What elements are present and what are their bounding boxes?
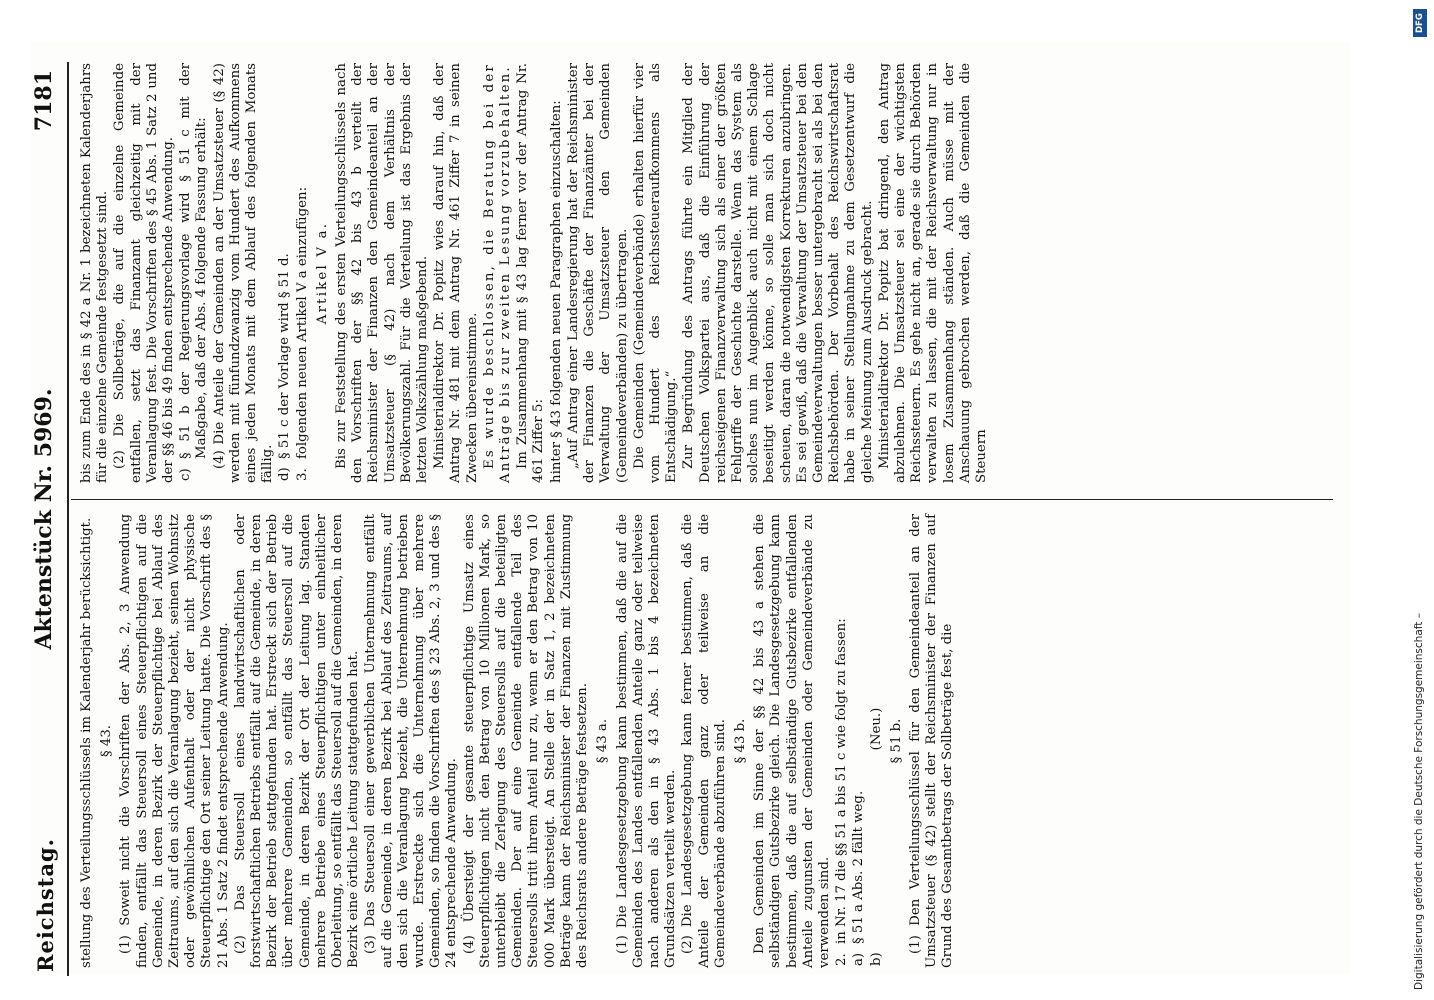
running-head [27, 50, 67, 988]
header-left: Reichstag. [33, 838, 58, 972]
list-label: d) [277, 467, 293, 481]
list-item [834, 514, 850, 968]
dfg-logo: DFG [1413, 9, 1427, 37]
quoted-paragraph: Die Gemeinden (Gemeindeverbände) erhalten hierfür vier vom Hundert des Reichssteueraufkommens als Entschädigung.“ [631, 63, 680, 483]
rotated-page-content [27, 50, 1337, 988]
list-label: b) [868, 952, 884, 966]
paragraph: Zur Begründung des Antrags führte ein Mitglied der Deutschen Volkspartei aus, daß die Einführung der reichseigenen Finanzverwaltung sich als einer der größten Fehlgriffe der Geschichte darstelle. Wenn das System als solches nun im Augenblick auch nicht mit einem Schlage beseitigt werden könne, so solle man sich doch nicht scheuen, daran die notwendigsten Korrekturen anzubringen. Es sei gewiß, daß die Verwaltung der Umsatzsteuer bei den Gemeindeverwaltungen besser untergebracht sei als bei den Reichsbehörden. Der Vorbehalt des Reichswirtschaftsrat habe in seiner Stellungnahme zu dem Gesetzentwurf die gleiche Meinung zum Ausdruck gebracht. [681, 63, 875, 483]
list-text: folgenden neuen Artikel V a einzufügen: [294, 186, 310, 459]
left-column [79, 514, 958, 968]
list-item [851, 514, 867, 968]
right-column [79, 63, 991, 483]
paragraph: Es wurde beschlossen, die Beratung bei der Anträge bis zur zweiten Lesung vorzubehalten. [481, 63, 514, 483]
page-number: 7181 [31, 70, 57, 132]
paragraph: (4) Die Anteile der Gemeinden an der Umsatzsteuer (§ 42) werden mit fünfundzwanzig vom Hundert des Aufkommens eines jeden Monats mit dem Ablauf des folgenden Monats fällig. [211, 63, 276, 483]
paragraph: (3) Das Steuersoll einer gewerblichen Unternehmung entfällt auf die Gemeinde, in deren Bezirk bei Ablauf des Zeitraums, auf den sich die Veranlagung bezieht, die Unternehmung betrieben wurde. Erstreckte sich die Unternehmung über mehrere Gemeinden, so finden die Vorschriften des § 23 Abs. 2, 3 und des § 24 entsprechende Anwendung. [363, 514, 460, 968]
list-item [277, 63, 293, 483]
header-title: Aktenstück Nr. 5969. [31, 388, 57, 650]
list-item [178, 63, 210, 483]
digitization-note: Digitalisierung gefördert durch die Deutsche Forschungsgemeinschaft – [1413, 613, 1425, 990]
list-label: 3. [294, 468, 310, 481]
quoted-paragraph: „Auf Antrag einer Landesregierung hat der Reichsminister der Finanzen die Geschäfte der Finanzämter bei der Verwaltung der Umsatzsteuer den Gemeinden (Gemeindeverbänden) zu übertragen. [565, 63, 630, 483]
list-text: § 51 c der Vorlage wird § 51 d. [277, 253, 293, 459]
paragraph: stellung des Verteilungsschlüssels im Kalenderjahr berücksichtigt. [79, 517, 94, 968]
paragraph: (2) Das Steuersoll eines landwirtschaftlichen oder forstwirtschaftlichen Betriebs entfällt auf die Gemeinde, in deren Bezirk der Betrieb stattgefunden hat. Erstreckt sich der Betrieb über mehrere Gemeinden, so entfällt das Steuersoll auf die Gemeinde, in deren Bezirk der Ort der Leitung lag. Standen mehrere Betriebe eines Steuerpflichtigen unter einheitlicher Oberleitung, so entfällt das Steuersoll auf die Gemeinden, in deren Bezirk eine örtliche Leitung stattgefunden hat. [232, 514, 362, 968]
paragraph: Ministerialdirektor Dr. Popitz wies darauf hin, daß der Antrag Nr. 481 mit dem Antrag Nr. 461 Ziffer 7 in seinen Zwecken übereinstimme. [432, 63, 480, 483]
paragraph: (2) Die Sollbeträge, die auf die einzelne Gemeinde entfallen, setzt das Finanzamt gleichzeitig mit der Veranlagung fest. Die Vorschriften des § 45 Abs. 1 Satz 2 und der §§ 46 bis 49 finden entsprechende Anwendung. [112, 63, 177, 483]
paragraph: hinter § 43 folgenden neuen Paragraphen einzuschalten: [548, 100, 564, 483]
list-text: in Nr. 17 die §§ 51 a bis 51 c wie folgt zu fassen: [834, 618, 850, 944]
article-heading: Artikel V a. [314, 221, 330, 325]
new-marker: (Neu.) [868, 707, 884, 751]
list-label: a) [851, 952, 867, 966]
section-heading: § 43 b. [732, 718, 748, 764]
list-item [869, 514, 885, 968]
paragraph: Ministerialdirektor Dr. Popitz bat dringend, den Antrag abzulehnen. Die Umsatzsteuer sei eine der wichtigsten Reichssteuern. Es gehe nicht an, gerade sie durch Behörden verwalten zu lassen, die mit der Reichsverwaltung nur in losem Zusammenhang ständen. Auch müsse mit der Anschauung gebrochen werden, daß die Gemeinden die Steuern [876, 63, 989, 483]
section-heading: § 43. [99, 724, 115, 758]
paragraph: (1) Den Verteilungsschlüssel für den Gemeindeanteil an der Umsatzsteuer (§ 42) stellt der Reichsminister der Finanzen auf Grund des Gesamtbetrags der Sollbeträge fest, die [907, 514, 956, 968]
paragraph: bis zum Ende des in § 42 a Nr. 1 bezeichneten Kalenderjahrs für die einzelne Gemeinde festgesetzt sind. [79, 63, 111, 483]
list-label: c) [178, 468, 194, 481]
paragraph: (1) Soweit nicht die Vorschriften der Abs. 2, 3 Anwendung finden, entfällt das Steuersoll eines Steuerpflichtigen auf die Gemeinde, in deren Bezirk der Steuerpflichtige bei Ablauf des Zeitraums, auf den sich die Veranlagung bezieht, seinen Wohnsitz oder gewöhnlichen Aufenthalt oder der nicht physische Steuerpflichtige den Ort seiner Leitung hatte. Die Vorschrift des § 21 Abs. 1 Satz 2 findet entsprechende Anwendung. [118, 514, 231, 968]
section-heading: § 51 b. [888, 718, 904, 764]
paragraph: (1) Die Landesgesetzgebung kann bestimmen, daß die auf die Gemeinden des Landes entfallenden Anteile ganz oder teilweise nach anderen als den in § 43 Abs. 1 bis 4 bezeichneten Grundsätzen verteilt werden. [614, 514, 679, 968]
paragraph: Bis zur Feststellung des ersten Verteilungsschlüssels nach den Vorschriften der §§ 42 bis 43 b verteilt der Reichsminister der Finanzen den Gemeindeanteil an der Umsatzsteuer (§ 42) nach dem Verhältnis der Bevölkerungszahl. Für die Verteilung ist das Ergebnis der letzten Volkszählung maßgebend. [334, 63, 431, 483]
list-text: § 51 b der Regierungsvorlage wird § 51 c mit der Maßgabe, daß der Abs. 4 folgende Fassung erhält: [178, 63, 210, 459]
list-label: 2. [834, 953, 850, 966]
list-text: § 51 a Abs. 2 fällt weg. [851, 790, 867, 944]
paragraph: (2) Die Landesgesetzgebung kann ferner bestimmen, daß die Anteile der Gemeinden ganz oder teilweise an die Gemeindeverbände abzuführen sind. [680, 514, 728, 968]
header-rule [67, 62, 69, 976]
column-divider [71, 499, 1333, 500]
section-heading: § 43 a. [595, 718, 611, 764]
paragraph: (4) Übersteigt der gesamte steuerpflichtige Umsatz eines Steuerpflichtigen nicht den Betrag von 10 Millionen Mark, so unterbleibt die Zerlegung des Steuersolls auf die beteiligten Gemeinden. Der auf eine Gemeinde entfallende Teil des Steuersolls tritt ihrem Anteil nur zu, wenn er den Betrag von 10 000 Mark übersteigt. An Stelle der in Satz 1, 2 bezeichneten Beträge kann der Reichsminister der Finanzen mit Zustimmung des Reichsrats andere Beträge festsetzen. [461, 514, 591, 968]
paragraph: Den Gemeinden im Sinne der §§ 42 bis 43 a stehen die selbständigen Gutsbezirke gleich. Die Landesgesetzgebung kann bestimmen, daß die auf selbständige Gutsbezirke entfallenden Anteile zugunsten der Gemeinden oder Gemeindeverbände zu verwenden sind. [752, 514, 832, 968]
list-item [295, 63, 311, 483]
paragraph: Im Zusammenhang mit § 43 lag ferner vor der Antrag Nr. 461 Ziffer 5: [515, 63, 547, 483]
